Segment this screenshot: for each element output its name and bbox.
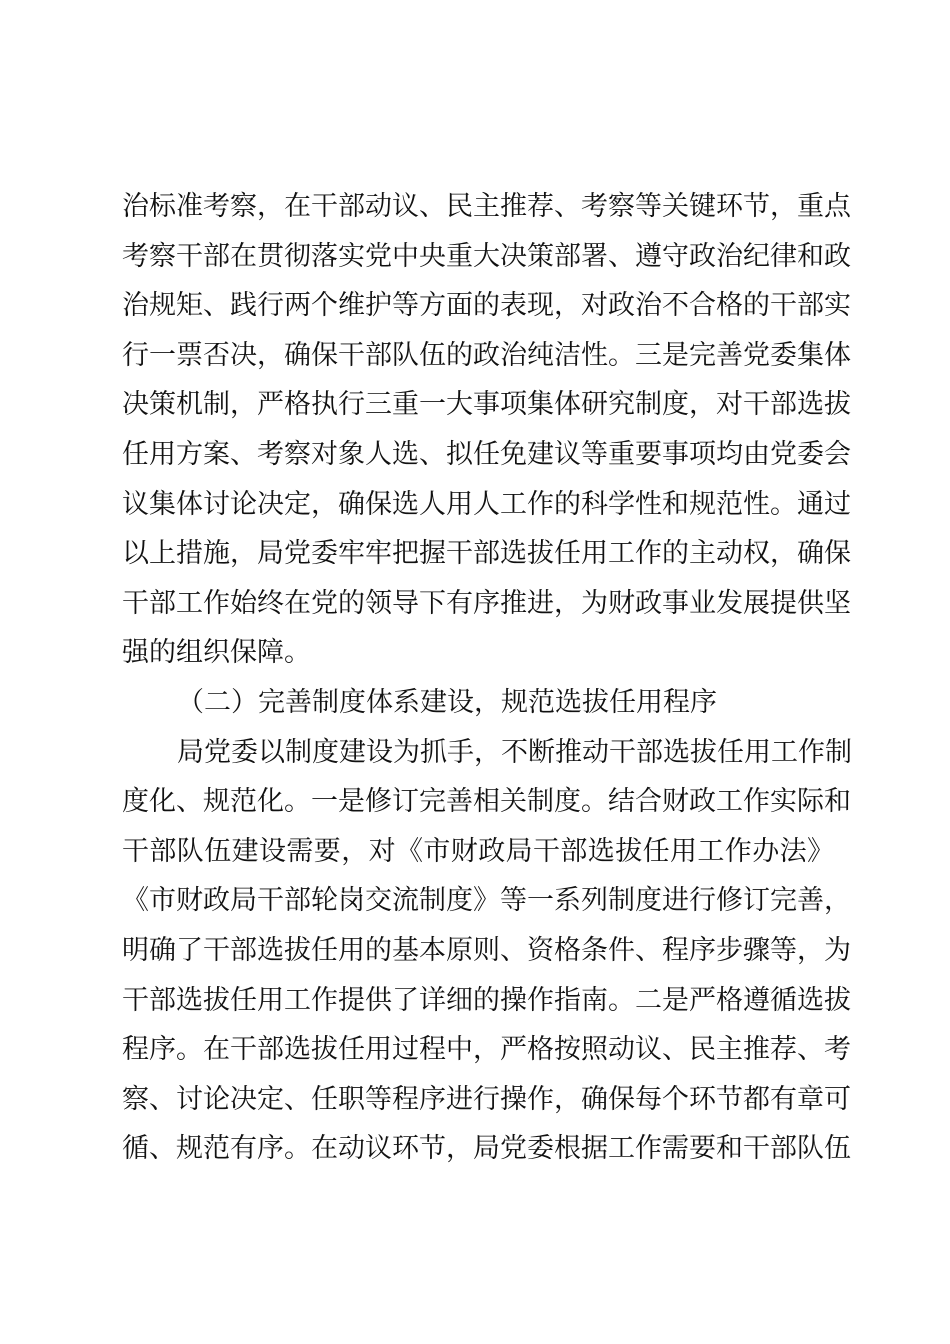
text-line: 以上措施，局党委牢牢把握干部选拔任用工作的主动权，确保 [122,538,851,570]
document-page [122,182,852,1174]
text-line: 行一票否决，确保干部队伍的政治纯洁性。三是完善党委集体 [122,339,851,371]
text-line: 强的组织保障。 [122,637,311,669]
text-line: 《市财政局干部轮岗交流制度》等一系列制度进行修订完善， [122,885,851,917]
text-line: 明确了干部选拔任用的基本原则、资格条件、程序步骤等，为 [122,934,851,966]
text-line: 干部队伍建设需要，对《市财政局干部选拔任用工作办法》 [122,835,834,867]
text-line: 察、讨论决定、任职等程序进行操作，确保每个环节都有章可 [122,1083,851,1115]
text-line: 干部选拔任用工作提供了详细的操作指南。二是严格遵循选拔 [122,984,851,1016]
text-line: 局党委以制度建设为抓手，不断推动干部选拔任用工作制 [177,736,852,768]
text-line: 度化、规范化。一是修订完善相关制度。结合财政工作实际和 [122,786,851,818]
text-line: 考察干部在贯彻落实党中央重大决策部署、遵守政治纪律和政 [122,240,851,272]
text-line: 循、规范有序。在动议环节，局党委根据工作需要和干部队伍 [122,1133,851,1165]
text-line: 程序。在干部选拔任用过程中，严格按照动议、民主推荐、考 [122,1034,851,1066]
text-line: 干部工作始终在党的领导下有序推进，为财政事业发展提供坚 [122,587,851,619]
text-line: 议集体讨论决定，确保选人用人工作的科学性和规范性。通过 [122,488,851,520]
section-heading: （二）完善制度体系建设，规范选拔任用程序 [177,686,717,718]
paragraph-continued [122,182,851,678]
text-line: 决策机制，严格执行三重一大事项集体研究制度，对干部选拔 [122,389,851,421]
text-line: 治标准考察，在干部动议、民主推荐、考察等关键环节，重点 [122,191,851,222]
paragraph [122,728,852,1174]
text-line: 任用方案、考察对象人选、拟任免建议等重要事项均由党委会 [122,438,851,470]
text-line: 治规矩、践行两个维护等方面的表现，对政治不合格的干部实 [122,290,851,322]
